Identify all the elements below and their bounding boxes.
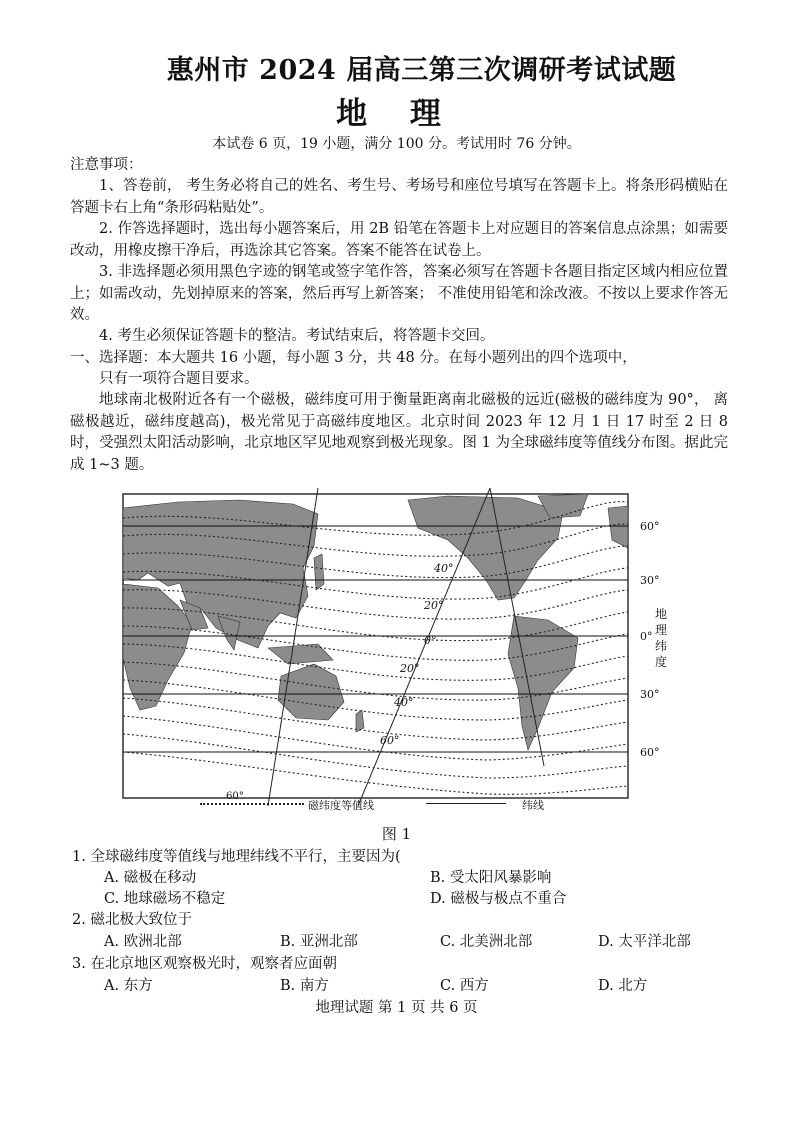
page-footer: 地理试题 第 1 页 共 6 页 [315,1000,478,1016]
magnetic-latitude-map [118,488,673,820]
subject-title: 地 理 [336,96,457,132]
notes-heading: 注意事项： [70,157,143,173]
question-1-stem: 1. 全球磁纬度等值线与地理纬线不平行，主要因为( [72,849,401,865]
q3-option-a: A. 东方 [104,978,153,994]
q3-option-b: B. 南方 [280,978,329,994]
lat-label-60n: 60° [640,520,660,533]
contour-label: 40° [394,696,414,709]
note-item-1: 1、答卷前， 考生务必将自己的姓名、考生号、考场号和座位号填写在答题卡上。将条形码横贴在答题卡右上角“条形码粘贴处”。 [70,178,728,216]
q3-option-d: D. 北方 [598,978,648,994]
contour-label: 40° [434,562,454,575]
q1-option-d: D. 磁极与极点不重合 [430,891,567,907]
q1-option-c: C. 地球磁场不稳定 [104,891,226,907]
question-3-stem: 3. 在北京地区观察极光时，观察者应面朝 [72,956,337,972]
note-item-3: 3. 非选择题必须用黑色字迹的钢笔或签字笔作答，答案必须写在答题卡各题目指定区域内相应位置上；如需改动，先划掉原来的答案，然后再写上新答案； 不准使用铅笔和涂改液。不按以上要求作答无效。 [70,264,728,323]
legend-dotted-sample [200,803,304,805]
q2-option-a: A. 欧洲北部 [104,934,182,950]
lat-label-30s: 30° [640,688,660,701]
section-heading: 一、选择题：本大题共 16 小题，每小题 3 分，共 48 分。在每小题列出的四个选项中， [70,350,637,366]
axis-label-latitude: 地理纬度 [655,607,668,669]
lat-label-30n: 30° [640,574,660,587]
exam-info: 本试卷 6 页，19 小题，满分 100 分。考试用时 76 分钟。 [212,136,581,152]
map-svg [118,488,673,820]
map-legend [200,791,600,815]
japan-islands [314,554,324,590]
passage: 地球南北极附近各有一个磁极，磁纬度可用于衡量距离南北磁极的远近(磁极的磁纬度为 90°， 离磁极越近，磁纬度越高)，极光常见于高磁纬度地区。北京时间 2023 年 12 月 1 日 17 时至 2 日 8 时，受强烈太阳活动影响，北京地区罕见地观察到极光现象。图 1 为全球磁纬度等值线分布图。据此完成 1~3 题。 [70,392,728,473]
question-2-stem: 2. 磁北极大致位于 [72,912,192,928]
q1-option-b: B. 受太阳风暴影响 [430,870,552,886]
q3-option-c: C. 西方 [440,978,489,994]
contour-label: 60° [380,734,400,747]
figure-caption: 图 1 [381,825,412,843]
legend-sample-value: 60° [226,791,244,802]
note-item-2: 2. 作答选择题时，选出每小题答案后，用 2B 铅笔在答题卡上对应题目的答案信息点涂黑；如需要改动，用橡皮擦干净后，再选涂其它答案。答案不能答在试卷上。 [70,221,728,259]
contour-label: 0° [424,634,437,647]
legend-solid-label: 纬线 [522,799,544,812]
q2-option-c: C. 北美洲北部 [440,934,533,950]
note-item-4: 4. 考生必须保证答题卡的整洁。考试结束后，将答题卡交回。 [99,328,495,344]
lat-label-0: 0° [640,630,653,643]
q2-option-b: B. 亚洲北部 [280,934,358,950]
q1-option-a: A. 磁极在移动 [104,870,197,886]
q2-option-d: D. 太平洋北部 [598,934,691,950]
legend-dotted-label: 磁纬度等值线 [308,799,374,812]
contour-label: 20° [400,662,420,675]
contour-label: 20° [424,599,444,612]
lat-label-60s: 60° [640,746,660,759]
section-heading-cont: 只有一项符合题目要求。 [99,371,259,387]
exam-title: 惠州市 2024 届高三第三次调研考试试题 [166,55,677,86]
legend-solid-sample [426,803,506,804]
